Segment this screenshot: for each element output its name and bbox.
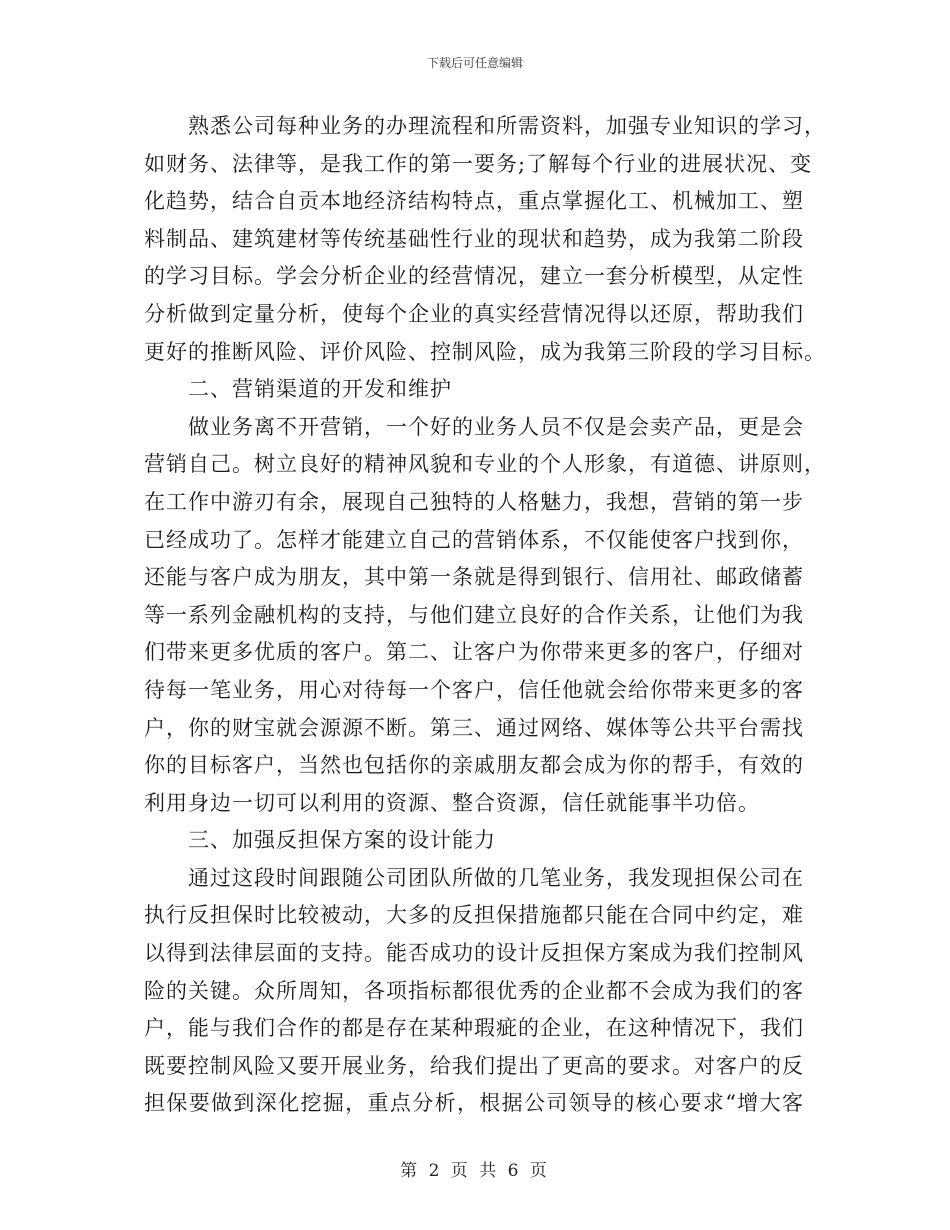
text-line: 利用身边一切可以利用的资源、整合资源，信任就能事半功倍。	[144, 790, 760, 815]
text-line: 通过这段时间跟随公司团队所做的几笔业务，我发现担保公司在	[188, 865, 804, 890]
text-line: 担保要做到深化挖掘，重点分析，根据公司领导的核心要求“增大客	[144, 1091, 804, 1116]
text-line: 熟悉公司每种业务的办理流程和所需资料，加强专业知识的学习，	[188, 114, 826, 138]
section-heading: 三、加强反担保方案的设计能力	[188, 828, 496, 853]
section-heading: 二、营销渠道的开发和维护	[188, 377, 452, 402]
text-line: 等一系列金融机构的支持，与他们建立良好的合作关系，让他们为我	[144, 602, 804, 627]
text-line: 料制品、建筑建材等传统基础性行业的现状和趋势，成为我第二阶段	[144, 226, 804, 251]
text-line: 已经成功了。怎样才能建立自己的营销体系，不仅能使客户找到你，	[144, 527, 804, 552]
text-line: 还能与客户成为朋友，其中第一条就是得到银行、信用社、邮政储蓄	[144, 565, 804, 590]
page-header-note: 下载后可任意编辑	[426, 56, 523, 70]
text-line: 既要控制风险又要开展业务，给我们提出了更高的要求。对客户的反	[144, 1053, 804, 1078]
text-line: 户，你的财宝就会源源不断。第三、通过网络、媒体等公共平台需找	[144, 715, 804, 740]
text-line: 以得到法律层面的支持。能否成功的设计反担保方案成为我们控制风	[144, 941, 804, 966]
page-number: 第 2 页 共 6 页	[400, 1161, 550, 1181]
text-line: 待每一笔业务，用心对待每一个客户，信任他就会给你带来更多的客	[144, 677, 804, 702]
text-line: 做业务离不开营销，一个好的业务人员不仅是会卖产品，更是会	[188, 414, 804, 439]
text-line: 在工作中游刃有余，展现自己独特的人格魅力，我想，营销的第一步	[144, 489, 804, 514]
document-body	[144, 108, 826, 1123]
text-line: 户，能与我们合作的都是存在某种瑕疵的企业，在这种情况下，我们	[144, 1016, 804, 1041]
text-line: 你的目标客户，当然也包括你的亲戚朋友都会成为你的帮手，有效的	[144, 753, 804, 778]
text-line: 营销自己。树立良好的精神风貌和专业的个人形象，有道德、讲原则，	[144, 452, 826, 477]
text-line: 执行反担保时比较被动，大多的反担保措施都只能在合同中约定，难	[144, 903, 804, 928]
text-line: 化趋势，结合自贡本地经济结构特点，重点掌握化工、机械加工、塑	[144, 189, 804, 214]
text-line: 如财务、法律等，是我工作的第一要务;了解每个行业的进展状况、变	[144, 151, 813, 176]
text-line: 的学习目标。学会分析企业的经营情况，建立一套分析模型，从定性	[144, 264, 804, 289]
text-line: 分析做到定量分析，使每个企业的真实经营情况得以还原，帮助我们	[144, 301, 804, 326]
text-line: 险的关键。众所周知，各项指标都很优秀的企业都不会成为我们的客	[144, 978, 804, 1003]
text-line: 们带来更多优质的客户。第二、让客户为你带来更多的客户，仔细对	[144, 640, 804, 665]
text-line: 更好的推断风险、评价风险、控制风险，成为我第三阶段的学习目标。	[144, 339, 826, 364]
